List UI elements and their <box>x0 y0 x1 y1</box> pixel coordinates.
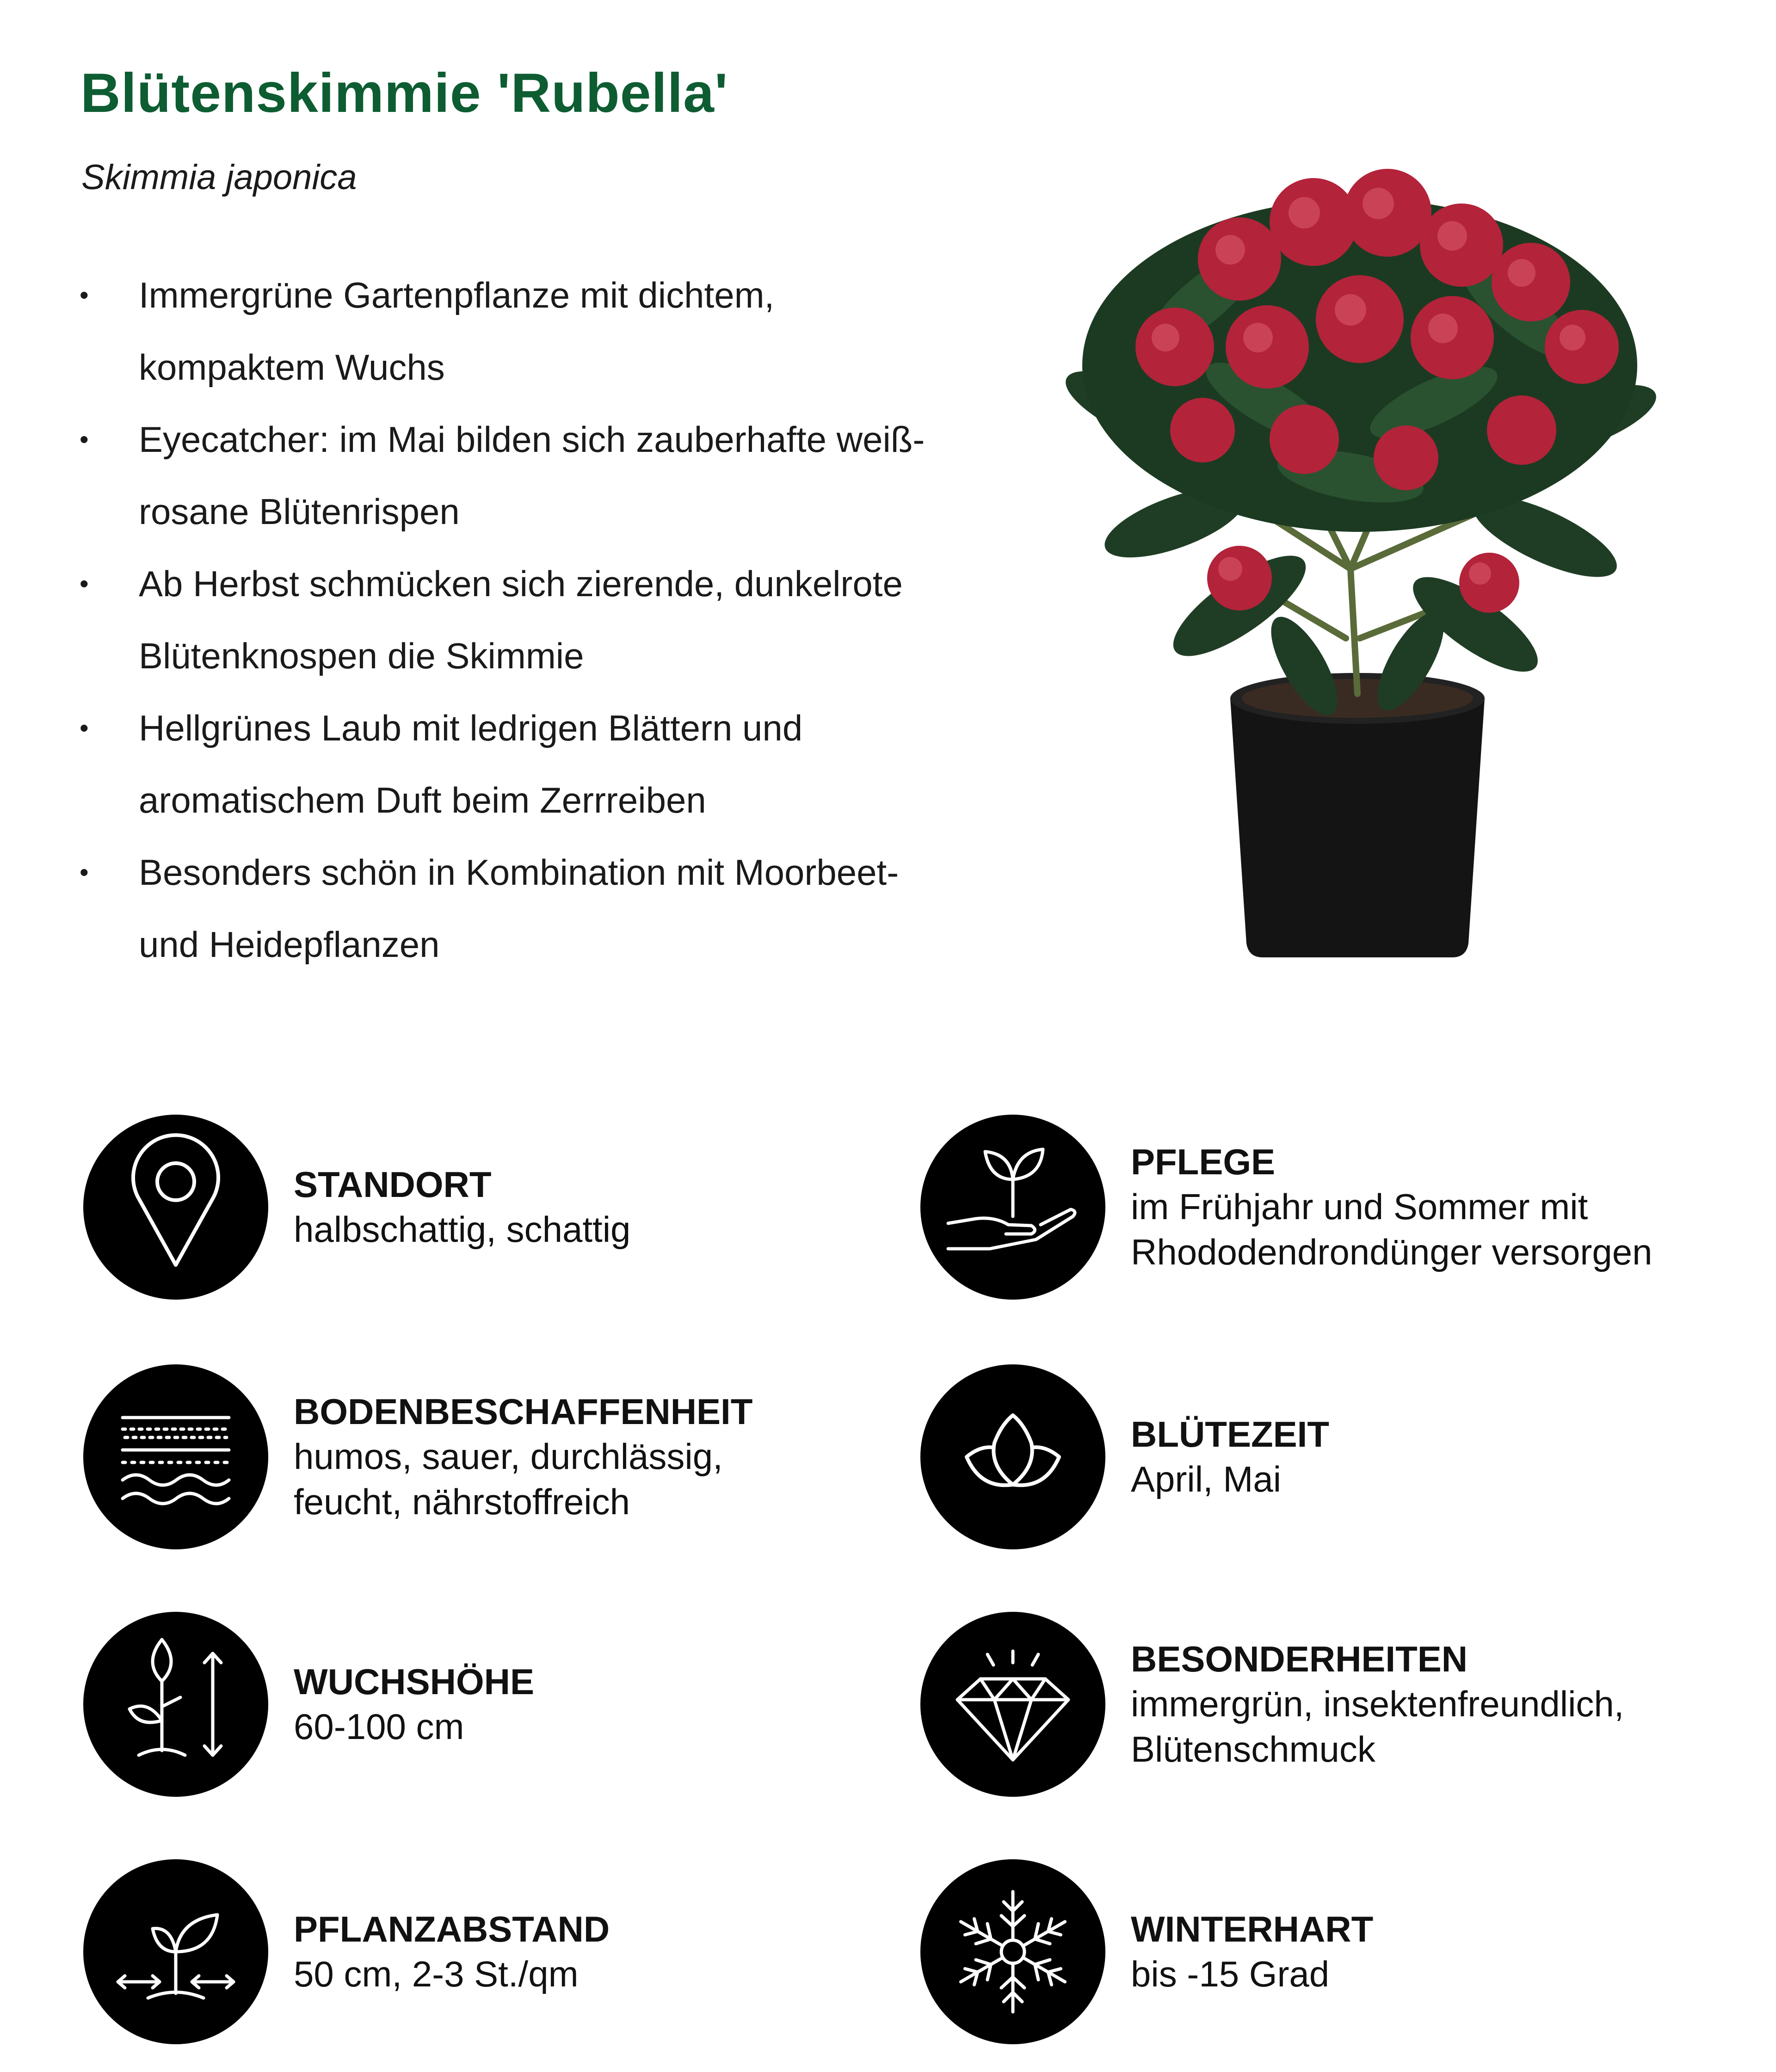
feature-pflanzabstand <box>83 1859 906 2044</box>
feature-value: immergrün, insektenfreundlich, Blütenschmuck <box>1131 1684 1624 1770</box>
feature-value: April, Mai <box>1131 1459 1282 1499</box>
feature-title: STANDORT <box>294 1164 492 1205</box>
feature-title: BLÜTEZEIT <box>1131 1414 1329 1455</box>
feature-wuchshoehe <box>83 1612 906 1797</box>
feature-title: PFLANZABSTAND <box>294 1909 610 1949</box>
feature-value: 60-100 cm <box>294 1706 464 1747</box>
plant-height-icon <box>83 1612 268 1797</box>
feature-value: bis -15 Grad <box>1131 1954 1330 1994</box>
feature-besonderheiten <box>920 1612 1744 1797</box>
bullet-item: • Immergrüne Gartenpflanze mit dichtem, kompaktem Wuchs <box>79 259 939 403</box>
bullet-item: • Eyecatcher: im Mai bilden sich zauberhafte weiß-rosane Blütenrispen <box>79 403 939 548</box>
feature-title: WINTERHART <box>1131 1909 1374 1949</box>
plant-spacing-icon <box>83 1859 268 2044</box>
product-plant-image <box>944 106 1739 985</box>
feature-value: halbschattig, schattig <box>294 1209 631 1250</box>
feature-bullet-list <box>79 259 939 980</box>
hand-seedling-icon <box>920 1115 1105 1300</box>
feature-value: 50 cm, 2-3 St./qm <box>294 1954 579 1994</box>
snowflake-icon <box>920 1859 1105 2044</box>
product-title: Blütenskimmie 'Rubella' <box>80 62 728 124</box>
feature-boden <box>83 1364 906 1549</box>
flower-icon <box>920 1364 1105 1549</box>
botanical-name: Skimmia japonica <box>81 158 357 197</box>
feature-value: im Frühjahr und Sommer mit Rhododendrondünger versorgen <box>1131 1186 1653 1272</box>
feature-title: BESONDERHEITEN <box>1131 1639 1468 1679</box>
feature-pflege <box>920 1115 1744 1300</box>
feature-title: PFLEGE <box>1131 1141 1276 1182</box>
feature-standort <box>83 1115 906 1300</box>
feature-title: WUCHSHÖHE <box>294 1661 534 1702</box>
bullet-item: • Ab Herbst schmücken sich zierende, dunkelrote Blütenknospen die Skimmie <box>79 548 939 692</box>
bullet-item: • Besonders schön in Kombination mit Moorbeet- und Heidepflanzen <box>79 836 939 980</box>
feature-title: BODENBESCHAFFENHEIT <box>294 1391 753 1432</box>
feature-bluetezeit <box>920 1364 1744 1549</box>
feature-value: humos, sauer, durchlässig, feucht, nährstoffreich <box>294 1436 723 1522</box>
feature-winterhart <box>920 1859 1744 2044</box>
location-pin-icon <box>83 1115 268 1300</box>
bullet-item: • Hellgrünes Laub mit ledrigen Blättern und aromatischem Duft beim Zerrreiben <box>79 692 939 836</box>
soil-layers-icon <box>83 1364 268 1549</box>
diamond-icon <box>920 1612 1105 1797</box>
